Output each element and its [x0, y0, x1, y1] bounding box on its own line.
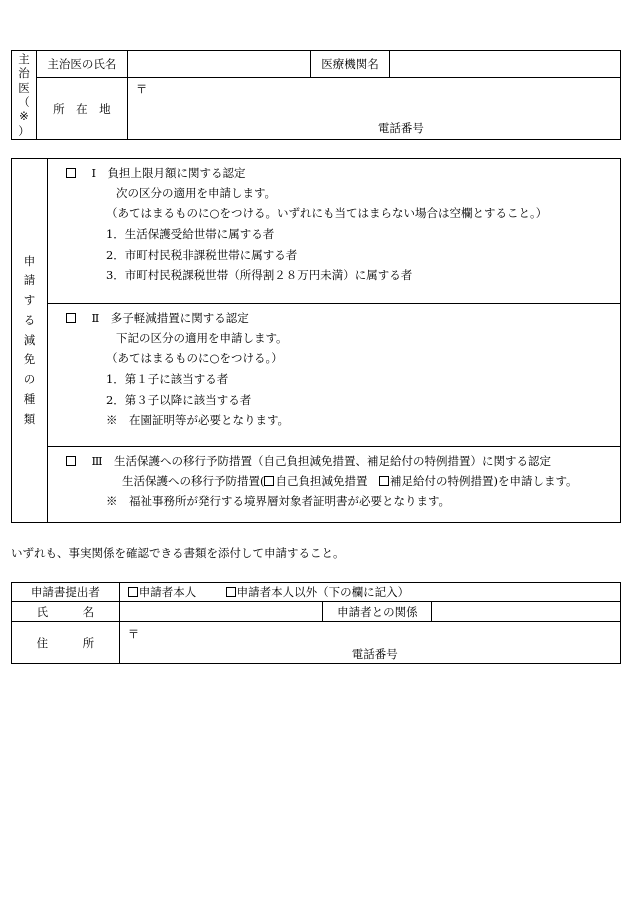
section-1-checkbox[interactable] [66, 168, 76, 178]
institution-label: 医療機関名 [310, 51, 390, 78]
notice-text: いずれも、事実関係を確認できる書類を添付して申請すること。 [11, 546, 345, 560]
physician-name-label: 主治医の氏名 [36, 51, 127, 78]
vertical-char: 医 [18, 80, 30, 95]
reduction-types-table [11, 158, 621, 523]
institution-field[interactable] [390, 51, 621, 78]
section-2-note: ※ 在園証明等が必要となります。 [105, 413, 290, 427]
physician-name-field[interactable] [127, 51, 310, 78]
submitter-address-label: 住 所 [12, 622, 120, 664]
vertical-char: 主 [18, 51, 30, 66]
section-1-item-2: 2．市町村民税非課税世帯に属する者 [105, 248, 298, 262]
submitter-table [11, 582, 621, 664]
section-3-title: Ⅲ 生活保護への移行予防措置（自己負担減免措置、補足給付の特例措置）に関する認定 [66, 453, 551, 469]
section-1-item-1: 1．生活保護受給世帯に属する者 [105, 227, 275, 241]
section-2-line2: （あてはまるものに○をつける。） [105, 351, 283, 365]
section-2-checkbox[interactable] [66, 313, 76, 323]
section-2-item-2: 2．第３子以降に該当する者 [105, 393, 252, 407]
applicant-other-label: 申請者本人以外（下の欄に記入） [236, 585, 410, 599]
submitter-name-field[interactable] [119, 602, 323, 622]
vertical-char: 種 [23, 391, 36, 406]
vertical-char: 請 [23, 273, 36, 288]
section-2-line1: 下記の区分の適用を申請します。 [115, 331, 288, 345]
section-1 [47, 159, 620, 304]
applicant-self-checkbox[interactable] [128, 587, 138, 597]
submitter-address-field[interactable] [119, 622, 620, 664]
physician-vertical-label [12, 51, 37, 140]
section-3 [47, 447, 620, 523]
vertical-char: の [23, 372, 36, 387]
section-3-line1: 生活保護への移行予防措置( 自己負担減免措置 補足給付の特例措置)を申請します。 [121, 474, 578, 488]
postal-mark: 〒 [135, 82, 148, 96]
physician-address-label: 所 在 地 [36, 78, 127, 140]
section-1-line1: 次の区分の適用を申請します。 [115, 186, 277, 200]
section-3-note: ※ 福祉事務所が発行する境界層対象者証明書が必要となります。 [105, 494, 451, 508]
supplementary-benefit-checkbox[interactable] [379, 476, 389, 486]
vertical-char: 治 [18, 66, 30, 81]
vertical-char: ※ [19, 109, 29, 124]
types-vertical-label [12, 159, 48, 523]
relation-label: 申請者との関係 [323, 602, 432, 622]
applicant-self-label: 申請者本人 [138, 585, 197, 599]
section-2-item-1: 1．第１子に該当する者 [105, 372, 229, 386]
section-2 [47, 304, 620, 447]
section-3-checkbox[interactable] [66, 456, 76, 466]
vertical-char: ） [18, 123, 30, 138]
applicant-other-checkbox[interactable] [226, 587, 236, 597]
physician-phone-label: 電話番号 [377, 121, 424, 135]
section-2-title: Ⅱ 多子軽減措置に関する認定 [66, 310, 249, 326]
section-1-line2: （あてはまるものに○をつける。いずれにも当てはまらない場合は空欄とすること。） [105, 206, 548, 220]
submitter-postal-mark: 〒 [127, 627, 140, 641]
submitter-phone-label: 電話番号 [351, 647, 398, 661]
submitter-name-label: 氏 名 [12, 602, 120, 622]
self-burden-checkbox[interactable] [264, 476, 274, 486]
vertical-char: 免 [23, 352, 36, 367]
vertical-char: す [23, 293, 36, 308]
section-1-item-3: 3．市町村民税課税世帯（所得割２８万円未満）に属する者 [105, 268, 413, 282]
physician-address-field[interactable] [127, 78, 620, 140]
submitter-label: 申請書提出者 [12, 583, 120, 602]
submitter-options [119, 583, 620, 602]
vertical-char: る [23, 312, 36, 327]
physician-table [11, 50, 621, 140]
section-1-title: Ⅰ 負担上限月額に関する認定 [66, 165, 246, 181]
vertical-char: 減 [23, 332, 36, 347]
vertical-char: 類 [23, 411, 36, 426]
vertical-char: 申 [23, 253, 36, 268]
relation-field[interactable] [432, 602, 621, 622]
vertical-char: （ [18, 95, 30, 109]
